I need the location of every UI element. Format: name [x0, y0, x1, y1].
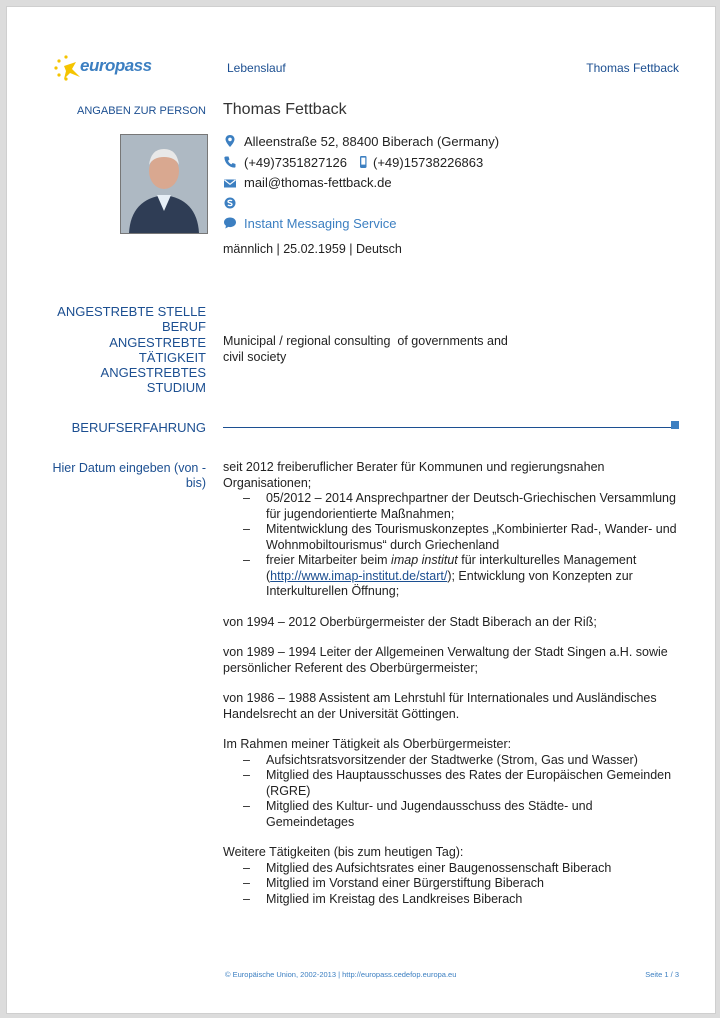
skype-icon: [223, 196, 237, 210]
label-angestrebtes: ANGESTREBTES: [100, 365, 206, 381]
list-item-line: – Aufsichtsratsvorsitzender der Stadtwerke (Strom, Gas und Wasser): [266, 752, 638, 767]
list-item: [223, 768, 693, 799]
experience-entry-1989: [223, 645, 693, 676]
list-item-line: [266, 569, 693, 585]
europass-logo: [50, 52, 150, 82]
list-item-line: – 05/2012 – 2014 Ansprechpartner der Deutsch-Griechischen Versammlung: [266, 491, 676, 505]
experience-section-title: BERUFSERFAHRUNG: [71, 420, 206, 435]
imap-institut-emphasis: imap institut: [391, 553, 458, 567]
label-taetigkeit: TÄTIGKEIT: [138, 349, 206, 365]
list-item: [223, 553, 693, 600]
imap-link[interactable]: http://www.imap-institut.de/start/: [270, 568, 448, 583]
experience-description: [223, 460, 693, 907]
label-angestrebte: ANGESTREBTE: [109, 334, 206, 350]
list-item-line: – Mitglied des Kultur- und Jugendausschuss des Städte- und: [266, 799, 593, 813]
list-item: [223, 861, 693, 877]
text-span: ); Entwicklung von Konzepten zur: [447, 568, 633, 583]
list-item-line: – Mitglied im Kreistag des Landkreises Biberach: [266, 891, 523, 906]
person-portrait-icon: [121, 135, 207, 233]
list-item-line: – Mitglied im Vorstand einer Bürgerstiftung Biberach: [266, 876, 544, 890]
header-name: Thomas Fettback: [586, 61, 679, 75]
section-divider-end: [671, 421, 679, 429]
list-item-line: Gemeindetages: [266, 814, 355, 829]
target-line-2: civil society: [223, 349, 287, 364]
label-beruf: BERUF: [161, 319, 206, 335]
list-item: [223, 892, 693, 908]
list-item-line: – Mitglied des Aufsichtsrates einer Baugenossenschaft Biberach: [266, 860, 612, 875]
target-labels: [57, 304, 206, 396]
list-item: [223, 491, 693, 522]
text-span: für interkulturelles Management: [457, 553, 637, 567]
header-section-label: Lebenslauf: [227, 61, 286, 75]
list-item-line: Interkulturellen Öffnung;: [266, 584, 400, 598]
list-item: [223, 876, 693, 892]
phone-number: (+49)7351827126: [244, 155, 348, 170]
instant-messaging-link[interactable]: Instant Messaging Service: [244, 216, 397, 231]
experience-entry-1994: von 1994 – 2012 Oberbürgermeister der Stadt Biberach an der Riß;: [223, 614, 597, 629]
intro-line-1: seit 2012 freiberuflicher Berater für Kommunen und regierungsnahen: [223, 460, 605, 474]
person-name: Thomas Fettback: [223, 101, 347, 118]
list-item: [223, 799, 693, 830]
experience-entry-1986: [223, 691, 693, 722]
entry-line: von 1989 – 1994 Leiter der Allgemeinen Verwaltung der Stadt Singen a.H. sowie: [223, 645, 668, 659]
text-span: freier Mitarbeiter beim: [266, 553, 392, 567]
logo-text: europass: [80, 56, 152, 75]
chat-icon: [223, 216, 237, 230]
label-angestrebte-stelle: ANGESTREBTE STELLE: [57, 304, 206, 319]
mobile-icon: [357, 155, 369, 169]
location-icon: [223, 134, 237, 148]
experience-date-placeholder: [52, 461, 206, 491]
footer-page-number: Seite 1 / 3: [645, 970, 679, 979]
target-text: [223, 334, 508, 365]
list-item-line: – Mitglied des Hauptausschusses des Rates der Europäischen Gemeinden: [266, 768, 672, 782]
mayor-activities-intro: Im Rahmen meiner Tätigkeit als Oberbürgermeister:: [223, 737, 512, 751]
mobile-number: (+49)15738226863: [373, 155, 484, 170]
personal-section-label: ANGABEN ZUR PERSON: [77, 105, 206, 117]
target-line-1: Municipal / regional consulting of governments and: [223, 334, 508, 348]
list-item: [223, 522, 693, 553]
list-item-line: (RGRE): [266, 783, 311, 798]
entry-line: persönlicher Referent des Oberbürgermeister;: [223, 660, 478, 675]
text-span: (: [266, 568, 271, 583]
date-line-1: Hier Datum eingeben (von -: [52, 461, 206, 475]
email-address: mail@thomas-fettback.de: [244, 175, 392, 190]
profile-photo: [120, 134, 208, 234]
list-item-line: – Mitentwicklung des Tourismuskonzeptes „Kombinierter Rad-, Wander- und: [266, 522, 677, 536]
phone-icon: [223, 155, 237, 169]
intro-line-2: Organisationen;: [223, 475, 312, 490]
list-item-line: für jugendorientierte Maßnahmen;: [266, 506, 455, 521]
list-item-line: Wohnmobiltourismus“ durch Griechenland: [266, 537, 500, 552]
list-item: [223, 753, 693, 769]
personal-details: männlich | 25.02.1959 | Deutsch: [223, 242, 402, 256]
label-studium: STUDIUM: [146, 380, 206, 396]
address-text: Alleenstraße 52, 88400 Biberach (Germany): [244, 134, 500, 149]
section-divider: [223, 427, 673, 428]
email-icon: [223, 176, 237, 190]
entry-line: von 1986 – 1988 Assistent am Lehrstuhl für Internationales und Ausländisches: [223, 691, 657, 705]
list-item-line: [266, 553, 693, 569]
entry-line: Handelsrecht an der Universität Göttingen.: [223, 706, 460, 721]
date-line-2: bis): [185, 476, 206, 490]
footer-copyright: © Europäische Union, 2002-2013 | http://europass.cedefop.europa.eu: [225, 970, 457, 979]
further-activities-intro: Weitere Tätigkeiten (bis zum heutigen Tag):: [223, 845, 464, 859]
